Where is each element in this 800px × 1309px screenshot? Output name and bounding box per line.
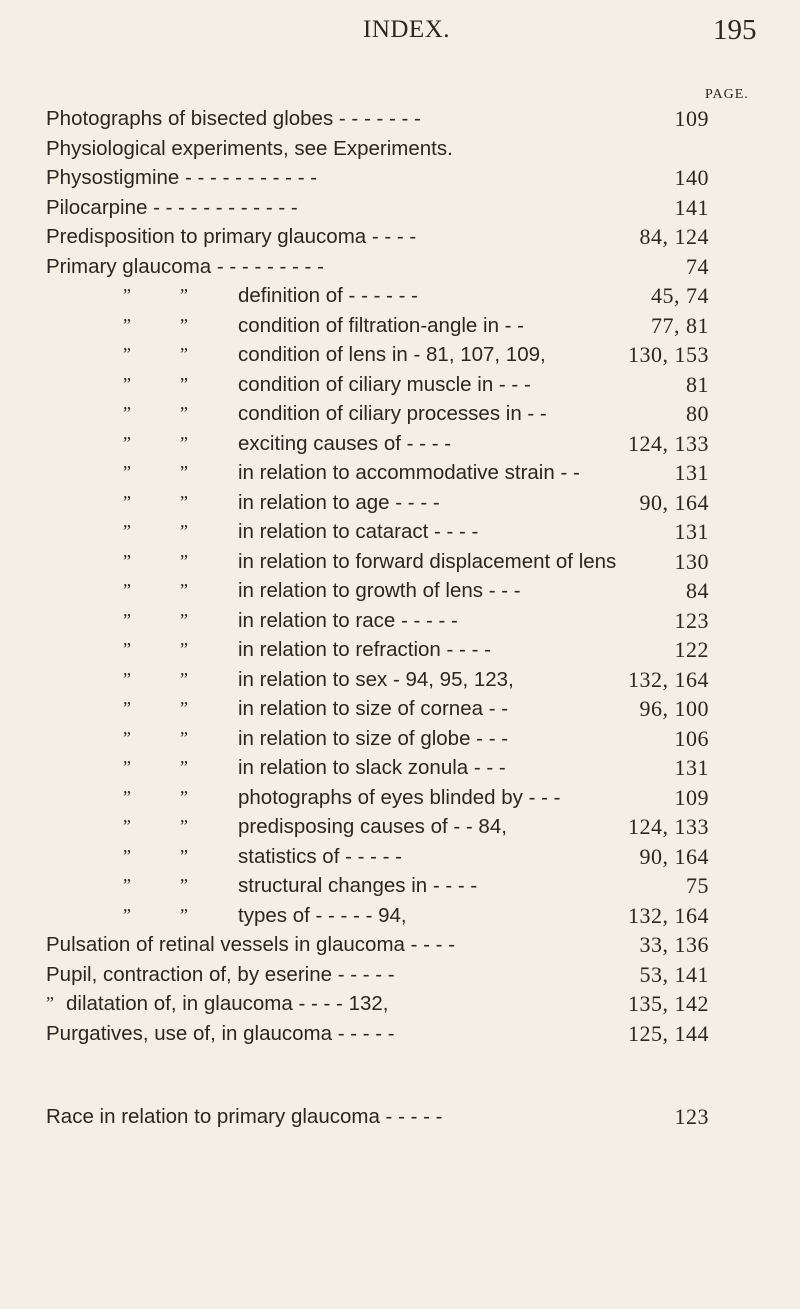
- ditto-mark: ”: [180, 668, 188, 689]
- entry-pages: 109: [674, 784, 709, 810]
- entry-pages: 141: [674, 194, 709, 220]
- ditto-mark: ”: [180, 314, 188, 335]
- ditto-mark: ”: [123, 609, 131, 630]
- index-entry: [0, 960, 800, 990]
- subentry-text: condition of lens in - 81, 107, 109,: [238, 343, 546, 366]
- index-subentry: [0, 842, 800, 872]
- index-subentry: [0, 812, 800, 842]
- ditto-mark: ”: [180, 462, 188, 482]
- entry-pages: 33, 136: [639, 932, 709, 957]
- subentry-text: predisposing causes of - - 84,: [238, 815, 507, 838]
- ditto-mark: ”: [180, 816, 188, 836]
- subentry-text: photographs of eyes blinded by - - -: [238, 785, 561, 809]
- ditto-mark: ”: [123, 432, 131, 453]
- entry-pages: 130, 153: [628, 342, 709, 367]
- ditto-mark: ”: [180, 845, 188, 866]
- subentry-text: condition of ciliary muscle in - - -: [238, 372, 531, 396]
- entry-pages: 124, 133: [628, 430, 709, 456]
- ditto-mark: ”: [180, 639, 188, 659]
- entry-heading: Predisposition to primary glaucoma - - - -: [46, 225, 417, 248]
- index-entry: [0, 104, 800, 134]
- ditto-mark: ”: [123, 491, 131, 512]
- ditto-mark: ”: [180, 403, 188, 423]
- entry-heading: Purgatives, use of, in glaucoma - - - - -: [46, 1021, 395, 1045]
- entry-pages: 84, 124: [639, 224, 709, 249]
- index-subentry: [0, 547, 800, 577]
- index-subentry: [0, 694, 800, 724]
- page-header: [0, 16, 800, 56]
- entry-pages: 84: [686, 578, 709, 603]
- index-entries: [0, 104, 800, 1132]
- entry-pages: 90, 164: [639, 843, 709, 869]
- index-entry: [0, 193, 800, 223]
- subentry-text: structural changes in - - - -: [238, 874, 478, 897]
- ditto-mark: ”: [123, 373, 131, 394]
- subentry-text: condition of filtration-angle in - -: [238, 313, 525, 337]
- ditto-mark: ”: [123, 344, 131, 364]
- ditto-mark: ”: [180, 491, 188, 512]
- entry-heading: Primary glaucoma - - - - - - - - -: [46, 254, 324, 278]
- index-subentry: [0, 665, 800, 695]
- ditto-mark: ”: [180, 344, 188, 364]
- subentry-text: statistics of - - - - -: [238, 844, 402, 868]
- entry-pages: 122: [674, 637, 709, 662]
- ditto-mark: ”: [180, 550, 188, 571]
- subentry-text: in relation to size of globe - - -: [238, 726, 509, 750]
- ditto-mark: ”: [123, 698, 131, 718]
- ditto-mark: ”: [123, 580, 131, 600]
- entry-pages: 45, 74: [651, 283, 709, 308]
- subentry-text: definition of - - - - - -: [238, 284, 418, 307]
- index-subentry: [0, 901, 800, 931]
- subentry-text: in relation to race - - - - -: [238, 608, 458, 632]
- entry-pages: 130: [674, 548, 709, 574]
- entry-heading: Pulsation of retinal vessels in glaucoma - - - -: [46, 933, 456, 956]
- index-subentry: [0, 370, 800, 400]
- entry-pages: 77, 81: [651, 312, 709, 338]
- running-title: INDEX.: [363, 16, 451, 43]
- ditto-mark: ”: [180, 580, 188, 600]
- entry-pages: 90, 164: [639, 489, 709, 515]
- subentry-text: in relation to size of cornea - -: [238, 697, 509, 720]
- entry-pages: 125, 144: [628, 1020, 709, 1046]
- ditto-mark: ”: [46, 993, 54, 1013]
- entry-heading: Physiological experiments, see Experiments.: [46, 136, 453, 160]
- index-subentry: [0, 576, 800, 606]
- ditto-mark: ”: [123, 668, 131, 689]
- index-subentry: [0, 753, 800, 783]
- ditto-mark: ”: [180, 432, 188, 453]
- ditto-mark: ”: [123, 845, 131, 866]
- index-subentry: [0, 517, 800, 547]
- ditto-mark: ”: [123, 757, 131, 777]
- index-entry: [0, 134, 800, 164]
- subentry-text: types of - - - - - 94,: [238, 903, 407, 927]
- index-subentry: [0, 783, 800, 813]
- entry-pages: 131: [674, 460, 709, 485]
- index-entry: [0, 930, 800, 960]
- ditto-mark: ”: [180, 373, 188, 394]
- index-entry: [0, 1019, 800, 1049]
- ditto-mark: ”: [180, 904, 188, 925]
- ditto-mark: ”: [123, 521, 131, 541]
- entry-pages: 80: [686, 401, 709, 426]
- entry-pages: 109: [674, 106, 709, 131]
- ditto-mark: ”: [180, 285, 188, 305]
- index-subentry: [0, 871, 800, 901]
- entry-heading: Race in relation to primary glaucoma - - - - -: [46, 1105, 443, 1128]
- ditto-mark: ”: [123, 727, 131, 748]
- ditto-mark: ”: [180, 609, 188, 630]
- subentry-text: in relation to age - - - -: [238, 490, 440, 514]
- page-column-label: PAGE.: [705, 87, 749, 102]
- index-subentry: [0, 429, 800, 459]
- entry-pages: 140: [674, 165, 709, 190]
- ditto-mark: ”: [123, 904, 131, 925]
- page-number: 195: [713, 14, 757, 46]
- entry-pages: 81: [686, 371, 709, 397]
- ditto-mark: ”: [123, 816, 131, 836]
- entry-pages: 132, 164: [628, 902, 709, 928]
- subentry-text: in relation to growth of lens - - -: [238, 579, 521, 602]
- ditto-mark: ”: [123, 314, 131, 335]
- subentry-text: condition of ciliary processes in - -: [238, 402, 547, 425]
- subentry-text: exciting causes of - - - -: [238, 431, 452, 455]
- subentry-text: in relation to refraction - - - -: [238, 638, 491, 661]
- subentry-text: in relation to sex - 94, 95, 123,: [238, 667, 514, 691]
- subentry-text: in relation to cataract - - - -: [238, 520, 479, 543]
- ditto-mark: ”: [123, 639, 131, 659]
- index-entry: [0, 222, 800, 252]
- subentry-text: in relation to forward displacement of lens: [238, 549, 617, 573]
- entry-pages: 132, 164: [628, 666, 709, 692]
- index-subentry: [0, 635, 800, 665]
- ditto-mark: ”: [180, 786, 188, 807]
- index-subentry: [0, 488, 800, 518]
- index-entry: [0, 252, 800, 282]
- ditto-mark: ”: [180, 875, 188, 895]
- index-subentry: [0, 458, 800, 488]
- entry-pages: 75: [686, 873, 709, 898]
- index-subentry: [0, 311, 800, 341]
- index-entry: [0, 1102, 800, 1132]
- entry-pages: 53, 141: [639, 961, 709, 987]
- ditto-mark: ”: [123, 875, 131, 895]
- section-gap: [0, 1048, 800, 1102]
- ditto-mark: ”: [180, 698, 188, 718]
- ditto-mark: ”: [180, 521, 188, 541]
- ditto-mark: ”: [123, 403, 131, 423]
- entry-pages: 74: [686, 253, 709, 279]
- entry-heading: Pilocarpine - - - - - - - - - - - -: [46, 195, 298, 219]
- index-subentry: [0, 281, 800, 311]
- ditto-mark: ”: [123, 550, 131, 571]
- ditto-mark: ”: [180, 757, 188, 777]
- ditto-mark: ”: [123, 786, 131, 807]
- ditto-mark: ”: [180, 727, 188, 748]
- ditto-mark: ”: [123, 462, 131, 482]
- entry-pages: 131: [674, 519, 709, 544]
- index-subentry: [0, 340, 800, 370]
- subentry-text: in relation to accommodative strain - -: [238, 461, 580, 484]
- index-subentry: [0, 399, 800, 429]
- entry-heading: dilatation of, in glaucoma - - - - 132,: [66, 992, 389, 1015]
- index-subentry: [0, 606, 800, 636]
- entry-heading: Physostigmine - - - - - - - - - - -: [46, 166, 318, 189]
- entry-heading: Photographs of bisected globes - - - - - - -: [46, 107, 421, 130]
- entry-pages: 124, 133: [628, 814, 709, 839]
- index-subentry: [0, 724, 800, 754]
- entry-heading: Pupil, contraction of, by eserine - - - - -: [46, 962, 395, 986]
- index-subentry: [0, 989, 800, 1019]
- entry-pages: 96, 100: [639, 696, 709, 721]
- index-entry: [0, 163, 800, 193]
- entry-pages: 123: [674, 1104, 709, 1129]
- subentry-text: in relation to slack zonula - - -: [238, 756, 506, 779]
- entry-pages: 131: [674, 755, 709, 780]
- entry-pages: 106: [674, 725, 709, 751]
- entry-pages: 123: [674, 607, 709, 633]
- entry-pages: 135, 142: [628, 991, 709, 1016]
- ditto-mark: ”: [123, 285, 131, 305]
